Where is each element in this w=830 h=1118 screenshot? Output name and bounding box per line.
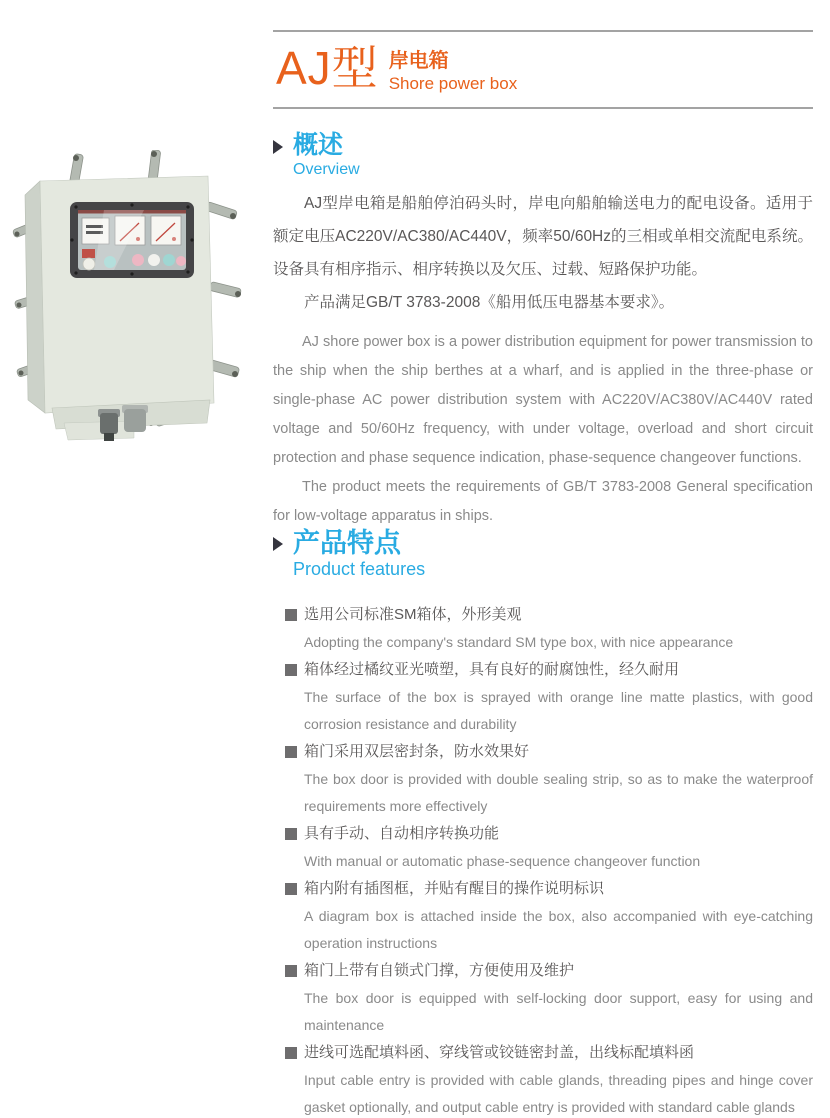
header-rule-bottom <box>273 107 813 109</box>
feature-text-cn: 箱门采用双层密封条，防水效果好 <box>304 743 530 760</box>
section-marker-icon <box>273 140 283 154</box>
product-photo <box>12 150 252 450</box>
feature-text-en: The box door is provided with double sealing strip, so as to make the waterproof requirements more effectively <box>304 771 813 814</box>
square-bullet-icon <box>285 1047 297 1059</box>
feature-text-cn: 箱体经过橘纹亚光喷塑，具有良好的耐腐蚀性，经久耐用 <box>304 661 680 678</box>
square-bullet-icon <box>285 746 297 758</box>
features-title-cn: 产品特点 <box>293 528 401 558</box>
feature-text-cn: 具有手动、自动相序转换功能 <box>304 825 500 842</box>
overview-paragraph-en-2: The product meets the requirements of GB/T 3783-2008 General specification for low-voltage apparatus in ships. <box>273 479 813 524</box>
feature-text-cn: 箱门上带有自锁式门撑，方便使用及维护 <box>304 962 575 979</box>
feature-text-en: With manual or automatic phase-sequence changeover function <box>304 853 701 869</box>
overview-paragraph-en-1: AJ shore power box is a power distribution equipment for power transmission to the ship when the ship berthes at a wharf, and is applied in the three-phase or single-phase AC power distribution system with AC220V/AC380V/AC440V rated voltage and 50/60Hz frequency, with under voltage, overload and short circuit protection and phase sequence indication, phase-sequence changeover functions. <box>273 334 813 466</box>
overview-title-cn: 概述 <box>293 131 344 159</box>
feature-item <box>285 1039 813 1118</box>
feature-item <box>285 820 813 875</box>
features-heading <box>273 528 813 580</box>
overview-heading <box>273 131 813 179</box>
shore-power-box-illustration <box>12 150 252 450</box>
feature-text-en: The surface of the box is sprayed with orange line matte plastics, with good corrosion resistance and durability <box>304 689 813 732</box>
overview-paragraph-cn-1: AJ型岸电箱是船舶停泊码头时，岸电向船舶输送电力的配电设备。适用于额定电压AC220V/AC380/AC440V，频率50/60Hz的三相或单相交流配电系统。设备具有相序指示、相序转换以及欠压、过载、短路保护功能。 <box>273 195 813 278</box>
section-marker-icon <box>273 537 283 551</box>
feature-item <box>285 875 813 957</box>
feature-item <box>285 957 813 1039</box>
feature-text-en: Adopting the company's standard SM type box, with nice appearance <box>304 634 734 650</box>
feature-item <box>285 601 813 656</box>
product-header <box>276 40 517 96</box>
feature-text-cn: 箱内附有插图框，并贴有醒目的操作说明标识 <box>304 880 605 897</box>
feature-text-en: The box door is equipped with self-locking door support, easy for using and maintenance <box>304 990 813 1033</box>
overview-section <box>273 131 813 531</box>
header-rule-top <box>273 30 813 32</box>
feature-item <box>285 738 813 820</box>
feature-text-en: Input cable entry is provided with cable glands, threading pipes and hinge cover gasket optionally, and output cable entry is provided with standard cable glands <box>304 1072 813 1115</box>
feature-list <box>285 601 813 1118</box>
feature-text-cn: 选用公司标准SM箱体，外形美观 <box>304 606 522 623</box>
product-subtitle-cn: 岸电箱 <box>388 50 449 72</box>
product-model: AJ型 <box>276 42 379 94</box>
features-section <box>273 528 813 1118</box>
overview-paragraph-cn-2: 产品满足GB/T 3783-2008《船用低压电器基本要求》。 <box>304 294 675 311</box>
overview-title-en: Overview <box>293 161 360 178</box>
square-bullet-icon <box>285 609 297 621</box>
feature-item <box>285 656 813 738</box>
feature-text-en: A diagram box is attached inside the box, also accompanied with eye-catching operation instructions <box>304 908 813 951</box>
features-title-en: Product features <box>293 559 426 579</box>
square-bullet-icon <box>285 965 297 977</box>
square-bullet-icon <box>285 883 297 895</box>
feature-text-cn: 进线可选配填料函、穿线管或铰链密封盖，出线标配填料函 <box>304 1044 695 1061</box>
square-bullet-icon <box>285 828 297 840</box>
product-subtitle-en: Shore power box <box>388 74 518 93</box>
square-bullet-icon <box>285 664 297 676</box>
